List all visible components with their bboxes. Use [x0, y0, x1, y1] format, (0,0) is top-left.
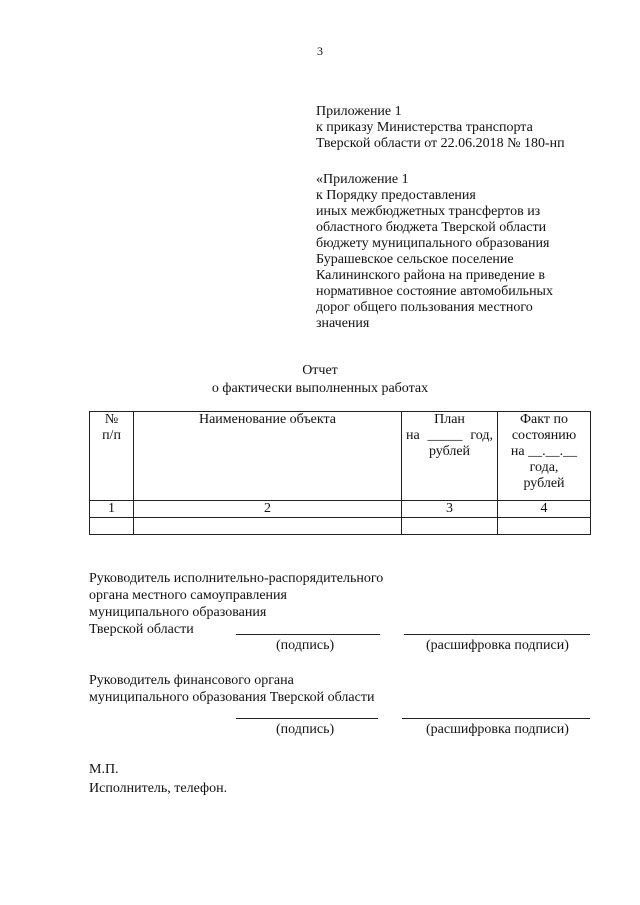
header-plan-line: План: [434, 412, 465, 427]
header-plan: [402, 412, 498, 501]
signature-block-finance: [89, 672, 374, 706]
header-fact-line: на __.__.__: [510, 444, 578, 459]
header-plan-line: рублей: [428, 444, 471, 459]
inner-appendix-line: областного бюджета Тверской области: [316, 220, 547, 235]
inner-appendix-line: дорог общего пользования местного: [316, 300, 533, 315]
header-number: [90, 412, 134, 501]
signature-title-line: Руководитель финансового органа: [89, 673, 294, 688]
table-cell[interactable]: [134, 518, 402, 535]
decode-caption: (расшифровка подписи): [426, 722, 569, 737]
decode-caption: (расшифровка подписи): [426, 638, 569, 653]
appendix-line: к приказу Министерства транспорта: [316, 120, 533, 135]
signature-block-head: [89, 570, 383, 638]
inner-appendix-header: [316, 172, 553, 332]
decode-line: [404, 634, 590, 635]
inner-appendix-line: к Порядку предоставления: [316, 188, 476, 203]
appendix-header: [316, 104, 565, 152]
inner-appendix-line: иных межбюджетных трансфертов из: [316, 204, 541, 219]
header-fact-line: года,: [529, 460, 559, 475]
column-number: 2: [134, 501, 402, 518]
column-number: 4: [498, 501, 591, 518]
appendix-line: Тверской области от 22.06.2018 № 180-нп: [316, 136, 565, 151]
header-object-name: Наименование объекта: [134, 412, 402, 501]
table-number-row: [90, 501, 591, 518]
signature-title-line: муниципального образования: [89, 605, 267, 620]
header-number-line: №: [104, 412, 119, 427]
stamp-label: М.П.: [89, 762, 119, 777]
header-plan-line: на _____ год,: [406, 428, 493, 443]
table-cell[interactable]: [90, 518, 134, 535]
inner-appendix-line: Бурашевское сельское поселение: [316, 252, 514, 267]
inner-appendix-line: бюджету муниципального образования: [316, 236, 550, 251]
decode-line: [402, 718, 590, 719]
header-fact: [498, 412, 591, 501]
report-subtitle: о фактически выполненных работах: [211, 381, 429, 396]
appendix-line: Приложение 1: [316, 104, 402, 119]
header-fact-line: Факт по: [519, 412, 568, 427]
signature-title-line: органа местного самоуправления: [89, 588, 287, 603]
table-cell[interactable]: [498, 518, 591, 535]
inner-appendix-line: Калининского района на приведение в: [316, 268, 545, 283]
signature-title-line: Руководитель исполнительно-распорядительного: [89, 571, 384, 586]
column-number: 3: [402, 501, 498, 518]
signature-caption: (подпись): [276, 638, 335, 653]
header-number-line: п/п: [102, 428, 121, 443]
signature-caption: (подпись): [276, 722, 335, 737]
signature-line: [236, 634, 380, 635]
signature-title-line: Тверской области: [89, 622, 194, 637]
table-cell[interactable]: [402, 518, 498, 535]
page-number: 3: [317, 44, 323, 58]
report-title: Отчет: [302, 363, 338, 378]
column-number: 1: [90, 501, 134, 518]
signature-line: [236, 718, 378, 719]
inner-appendix-line: «Приложение 1: [316, 172, 409, 187]
header-fact-line: состоянию: [511, 428, 577, 443]
inner-appendix-line: значения: [316, 316, 370, 331]
executor-label: Исполнитель, телефон.: [89, 781, 228, 796]
header-fact-line: рублей: [523, 476, 565, 491]
signature-title-line: муниципального образования Тверской области: [89, 690, 375, 705]
report-table: [89, 411, 591, 535]
footer: [89, 760, 227, 798]
inner-appendix-line: нормативное состояние автомобильных: [316, 284, 553, 299]
table-row: [90, 518, 591, 535]
table-header-row: [90, 412, 591, 501]
